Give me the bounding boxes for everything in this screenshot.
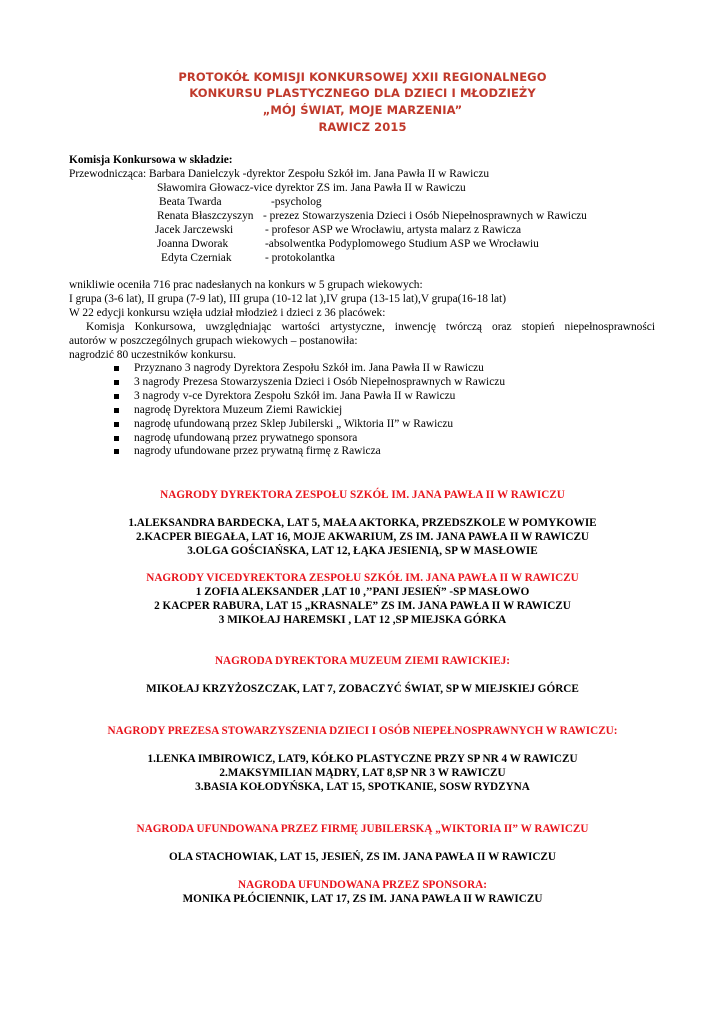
list-item: nagrody ufundowane przez prywatną firmę z Rawicza [112,445,505,459]
body-line-participants: W 22 edycji konkursu wzięła udział młodzież i dzieci z 36 placówek: [69,307,386,319]
list-item: nagrodę ufundowaną przez prywatnego sponsora [112,432,505,446]
member-role: -dyrektor Zespołu Szkół im. Jana Pawła II w Rawiczu [242,168,490,180]
winner-line: 1 ZOFIA ALEKSANDER ,LAT 10 ,’’PANI JESIEŃ” -SP MASŁOWO [195,586,530,598]
list-item: nagrodę ufundowaną przez Sklep Jubilerski „ Wiktoria II” w Rawiczu [112,418,505,432]
body-line-awarded: nagrodzić 80 uczestników konkursu. [69,349,237,361]
awards-list [112,362,505,459]
winner-line: 1.LENKA IMBIROWICZ, LAT9, KÓŁKO PLASTYCZNE PRZY SP NR 4 W RAWICZU [147,753,578,765]
commission-member-name: Renata Błaszczyszyn [157,210,254,222]
list-item: 3 nagrody v-ce Dyrektora Zespołu Szkół im. Jana Pawła II w Rawiczu [112,390,505,404]
winner-line: 2.MAKSYMILIAN MĄDRY, LAT 8,SP NR 3 W RAWICZU [219,767,506,779]
commission-member-name: Jacek Jarczewski [155,224,234,236]
doc-title-line-1: PROTOKÓŁ KOMISJI KONKURSOWEJ XXII REGIONALNEGO [178,70,547,84]
commission-member-role: - profesor ASP we Wrocławiu, artysta malarz z Rawicza [265,224,522,236]
list-item: nagrodę Dyrektora Muzeum Ziemi Rawickiej [112,404,505,418]
doc-title-line-2: KONKURSU PLASTYCZNEGO DLA DZIECI I MŁODZIEŻY [189,86,536,100]
winner-line: 2.KACPER BIEGAŁA, LAT 16, MOJE AKWARIUM, ZS IM. JANA PAWŁA II W RAWICZU [135,531,590,543]
body-line-decision: Komisja Konkursowa, uwzględniając wartości artystyczne, inwencję twórczą oraz stopień niepełnosprawności [86,321,655,333]
winner-line: MIKOŁAJ KRZYŻOSZCZAK, LAT 7, ZOBACZYĆ ŚWIAT, SP W MIEJSKIEJ GÓRCE [146,683,579,695]
winner-line: 2 KACPER RABURA, LAT 15 „KRASNALE” ZS IM. JANA PAWŁA II W RAWICZU [154,600,571,612]
winner-line: 1.ALEKSANDRA BARDECKA, LAT 5, MAŁA AKTORKA, PRZEDSZKOLE W POMYKOWIE [128,517,597,529]
winner-line: 3 MIKOŁAJ HAREMSKI , LAT 12 ,SP MIEJSKA GÓRKA [218,614,507,626]
body-line-entries: wnikliwie oceniła 716 prac nadesłanych na konkurs w 5 grupach wiekowych: [69,279,423,291]
commission-chair [69,167,489,181]
member-name: Sławomira Głowacz [157,182,250,194]
winner-line: 3.OLGA GOŚCIAŃSKA, LAT 12, ŁĄKA JESIENIĄ, SP W MASŁOWIE [187,545,538,557]
commission-member-name: Joanna Dworak [157,238,229,250]
commission-member [157,181,466,195]
doc-title-line-4: RAWICZ 2015 [318,120,407,134]
list-item: Przyznano 3 nagrody Dyrektora Zespołu Szkół im. Jana Pawła II w Rawiczu [112,362,505,376]
list-item: 3 nagrody Prezesa Stowarzyszenia Dzieci i Osób Niepełnosprawnych w Rawiczu [112,376,505,390]
section-heading-sponsor: NAGRODA UFUNDOWANA PRZEZ SPONSORA: [238,879,487,891]
winner-line: 3.BASIA KOŁODYŃSKA, LAT 15, SPOTKANIE, SOSW RYDZYNA [195,781,530,793]
section-heading-museum: NAGRODA DYREKTORA MUZEUM ZIEMI RAWICKIEJ: [214,655,511,667]
commission-member-role: - prezez Stowarzyszenia Dzieci i Osób Niepełnosprawnych w Rawiczu [263,210,587,222]
section-heading-director: NAGRODY DYREKTORA ZESPOŁU SZKÓŁ IM. JANA PAWŁA II W RAWICZU [160,489,565,501]
commission-member-name: Edyta Czerniak [161,252,232,264]
member-name: Barbara Danielczyk [149,168,240,180]
member-role: -vice dyrektor ZS im. Jana Pawła II w Rawiczu [249,182,466,194]
chair-label: Przewodnicząca: [69,168,147,180]
section-heading-jeweler: NAGRODA UFUNDOWANA PRZEZ FIRMĘ JUBILERSKĄ „WIKTORIA II” W RAWICZU [136,823,589,835]
winner-line: MONIKA PŁÓCIENNIK, LAT 17, ZS IM. JANA PAWŁA II W RAWICZU [182,893,543,905]
section-heading-association: NAGRODY PREZESA STOWARZYSZENIA DZIECI I OSÓB NIEPEŁNOSPRAWNYCH W RAWICZU: [107,725,618,737]
commission-member-name: Beata Twarda [159,196,222,208]
winner-line: OLA STACHOWIAK, LAT 15, JESIEŃ, ZS IM. JANA PAWŁA II W RAWICZU [169,851,556,863]
commission-heading: Komisja Konkursowa w składzie: [69,154,233,166]
section-heading-vicedirector: NAGRODY VICEDYREKTORA ZESPOŁU SZKÓŁ IM. JANA PAWŁA II W RAWICZU [146,572,579,584]
doc-title-line-3: „MÓJ ŚWIAT, MOJE MARZENIA” [262,103,463,117]
commission-member-role: -absolwentka Podyplomowego Studium ASP we Wrocławiu [265,238,539,250]
body-line-decision-cont: autorów w poszczególnych grupach wiekowych – postanowiła: [69,335,358,347]
commission-member-role: -psycholog [271,196,322,208]
body-line-age-groups: I grupa (3-6 lat), II grupa (7-9 lat), III grupa (10-12 lat ),IV grupa (13-15 lat),V grupa(16-18 lat) [69,293,507,305]
commission-member-role: - protokolantka [265,252,335,264]
